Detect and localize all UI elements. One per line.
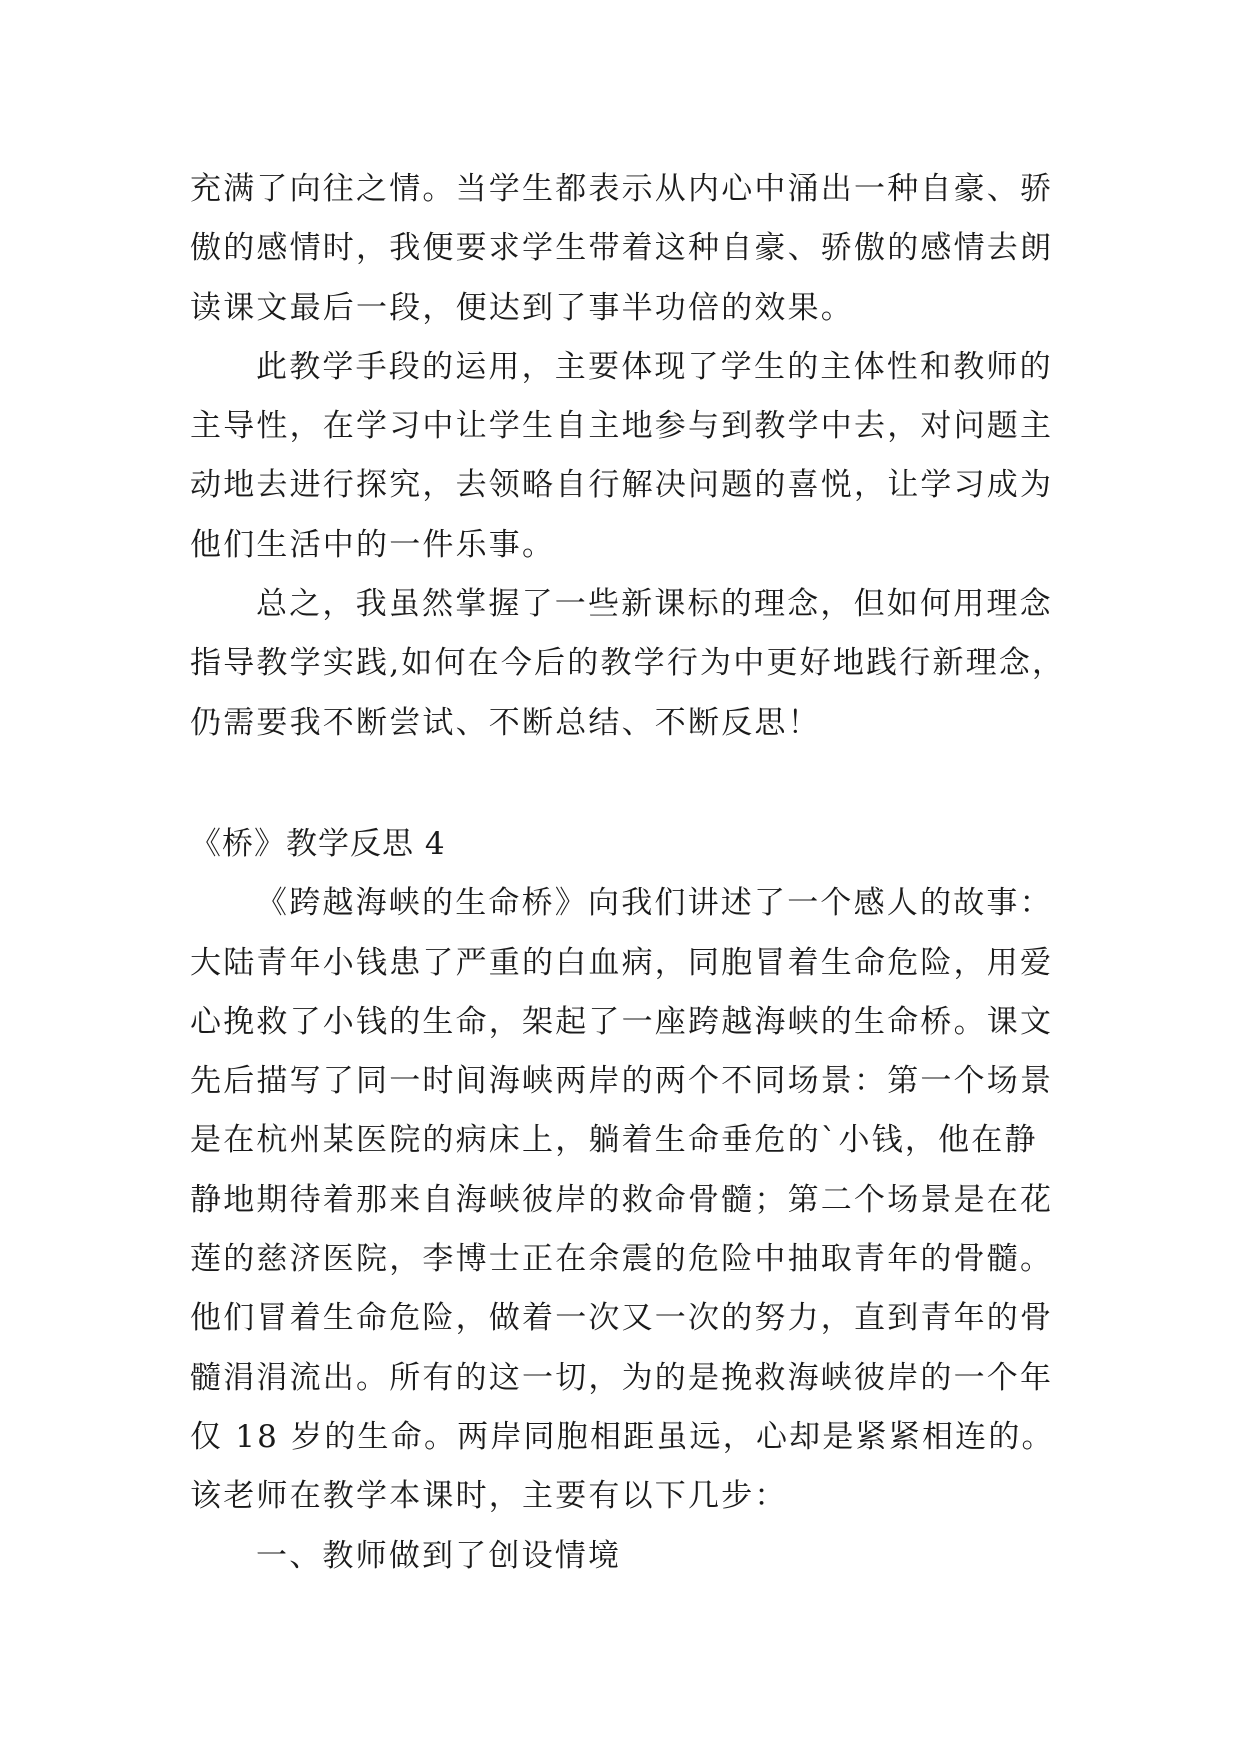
text-line: 大陆青年小钱患了严重的白血病，同胞冒着生命危险，用爱	[190, 944, 1054, 981]
text-line: 动地去进行探究，去领略自行解决问题的喜悦，让学习成为	[190, 467, 1054, 504]
section-gap	[190, 753, 1060, 815]
paragraph-3	[190, 575, 1066, 753]
text-line: 先后描写了同一时间海峡两岸的两个不同场景：第一个场景	[190, 1063, 1054, 1100]
text-line: 傲的感情时，我便要求学生带着这种自豪、骄傲的感情去朗	[190, 230, 1054, 267]
paragraph-2	[190, 338, 1060, 575]
text-line: 仅 18 岁的生命。两岸同胞相距虽远，心却是紧紧相连的。	[190, 1418, 1055, 1455]
text-line: 主导性，在学习中让学生自主地参与到教学中去，对问题主	[190, 408, 1054, 445]
text-line: 髓涓涓流出。所有的这一切，为的是挽救海峡彼岸的一个年	[190, 1359, 1054, 1396]
text-line: 他们冒着生命危险，做着一次又一次的努力，直到青年的骨	[190, 1300, 1054, 1337]
text-line: 他们生活中的一件乐事。	[190, 526, 556, 563]
text-line: 该老师在教学本课时，主要有以下几步：	[190, 1478, 788, 1515]
section-heading: 《桥》教学反思 4	[190, 825, 446, 862]
paragraph-1	[190, 160, 1060, 338]
text-line: 充满了向往之情。当学生都表示从内心中涌出一种自豪、骄	[190, 171, 1054, 207]
text-line: 《跨越海峡的生命桥》向我们讲述了一个感人的故事：	[256, 885, 1053, 922]
text-line: 一、教师做到了创设情境	[256, 1537, 622, 1574]
text-line: 静地期待着那来自海峡彼岸的救命骨髓；第二个场景是在花	[190, 1181, 1054, 1218]
paragraph-5	[190, 1527, 1060, 1586]
paragraph-4	[190, 874, 1060, 1526]
text-line: 仍需要我不断尝试、不断总结、不断反思！	[190, 704, 821, 741]
document-page	[190, 160, 1066, 1586]
text-line: 是在杭州某医院的病床上，躺着生命垂危的`小钱，他在静	[190, 1122, 1038, 1159]
text-line: 心挽救了小钱的生命，架起了一座跨越海峡的生命桥。课文	[190, 1003, 1054, 1040]
text-line: 此教学手段的运用，主要体现了学生的主体性和教师的	[256, 348, 1053, 385]
text-line: 读课文最后一段，便达到了事半功倍的效果。	[190, 289, 854, 326]
text-line: 指导教学实践,如何在今后的教学行为中更好地践行新理念，	[190, 645, 1066, 682]
text-line: 莲的慈济医院，李博士正在余震的危险中抽取青年的骨髓。	[190, 1241, 1054, 1278]
text-line: 总之，我虽然掌握了一些新课标的理念，但如何用理念	[256, 586, 1053, 623]
